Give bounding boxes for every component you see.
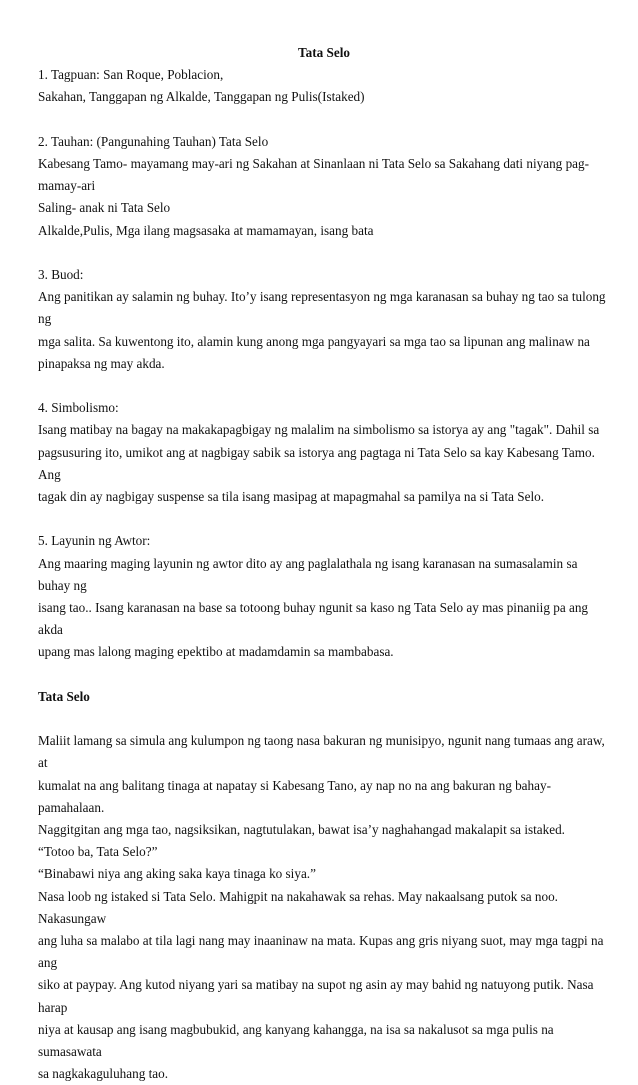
tauhan-line: Kabesang Tamo- mayamang may-ari ng Sakahan at Sinanlaan ni Tata Selo sa Sakahang dati niyang pag- <box>38 156 590 171</box>
layunin-line: upang mas lalong maging epektibo at madamdamin sa mambabasa. <box>38 644 394 660</box>
spacer <box>38 109 610 131</box>
spacer <box>38 242 610 264</box>
story-line: ang luha sa malabo at tila lagi nang may inaaninaw na mata. Kupas ang gris niyang suot, may mga tagpi na ang <box>38 933 604 971</box>
tagpuan-heading: 1. Tagpuan: San Roque, Poblacion, <box>38 67 224 83</box>
story-line: Naggitgitan ang mga tao, nagsiksikan, nagtutulakan, bawat isa’y naghahangad makalapit sa istaked. <box>38 822 565 838</box>
story-line: siko at paypay. Ang kutod niyang yari sa matibay na supot ng asin ay may bahid ng natuyong putik. Nasa harap <box>38 977 594 1015</box>
simbolismo-line: Isang matibay na bagay na makakapagbigay ng malalim na simbolismo sa istorya ay ang "tagak". Dahil sa <box>38 422 600 438</box>
layunin-heading: 5. Layunin ng Awtor: <box>38 533 151 549</box>
spacer <box>38 664 610 686</box>
spacer <box>38 375 610 397</box>
buod-line: Ang panitikan ay salamin ng buhay. Ito’y isang representasyon ng mga karanasan sa buhay ng tao sa tulong ng <box>38 289 606 327</box>
spacer <box>38 708 610 730</box>
tauhan-line: Saling- anak ni Tata Selo <box>38 200 171 216</box>
story-line: kumalat na ang balitang tinaga at napatay si Kabesang Tano, ay nap no na ang bakuran ng bahay-pamahalaan. <box>38 777 551 815</box>
buod-heading: 3. Buod: <box>38 267 84 282</box>
tauhan-line: Alkalde,Pulis, Mga ilang magsasaka at mamamayan, isang bata <box>38 222 374 238</box>
story-line: Nasa loob ng istaked si Tata Selo. Mahigpit na nakahawak sa rehas. May nakaalsang putok sa noo. Nakasungaw <box>38 888 558 926</box>
layunin-line: Ang maaring maging layunin ng awtor dito ay ang paglalathala ng isang karanasan na sumasalamin sa buhay ng <box>38 555 578 593</box>
story-line: Maliit lamang sa simula ang kulumpon ng taong nasa bakuran ng munisipyo, ngunit nang tumaas ang araw, at <box>38 733 605 771</box>
simbolismo-line: pagsusuring ito, umikot ang at nagbigay sabik sa istorya ang pagtaga ni Tata Selo sa kay Kabesang Tamo. Ang <box>38 444 595 482</box>
buod-line: pinapaksa ng may akda. <box>38 355 165 371</box>
simbolismo-line: tagak din ay nagbigay suspense sa tila isang masipag at mapagmahal sa pamilya na si Tata Selo. <box>38 489 545 505</box>
story-heading: Tata Selo <box>38 688 90 704</box>
tauhan-line: mamay-ari <box>38 178 96 194</box>
simbolismo-heading: 4. Simbolismo: <box>38 400 119 416</box>
tagpuan-text: Sakahan, Tanggapan ng Alkalde, Tanggapan ng Pulis(Istaked) <box>38 89 365 105</box>
spacer <box>38 508 610 530</box>
layunin-line: isang tao.. Isang karanasan na base sa totoong buhay ngunit sa kaso ng Tata Selo ay mas pinaniig pa ang akda <box>38 600 589 638</box>
story-line: sa nagkakaguluhang tao. <box>38 1066 169 1082</box>
tauhan-heading: 2. Tauhan: (Pangunahing Tauhan) Tata Selo <box>38 133 269 149</box>
page-title: Tata Selo <box>298 45 350 60</box>
story-line: “Totoo ba, Tata Selo?” <box>38 844 158 860</box>
story-line: niya at kausap ang isang magbubukid, ang kanyang kahangga, na isa sa nakalusot sa mga pulis na sumasawata <box>38 1021 554 1060</box>
story-line: “Binabawi niya ang aking saka kaya tinaga ko siya.” <box>38 866 316 882</box>
buod-line: mga salita. Sa kuwentong ito, alamin kung anong mga pangyayari sa mga tao sa lipunan ang malinaw na <box>38 333 590 349</box>
